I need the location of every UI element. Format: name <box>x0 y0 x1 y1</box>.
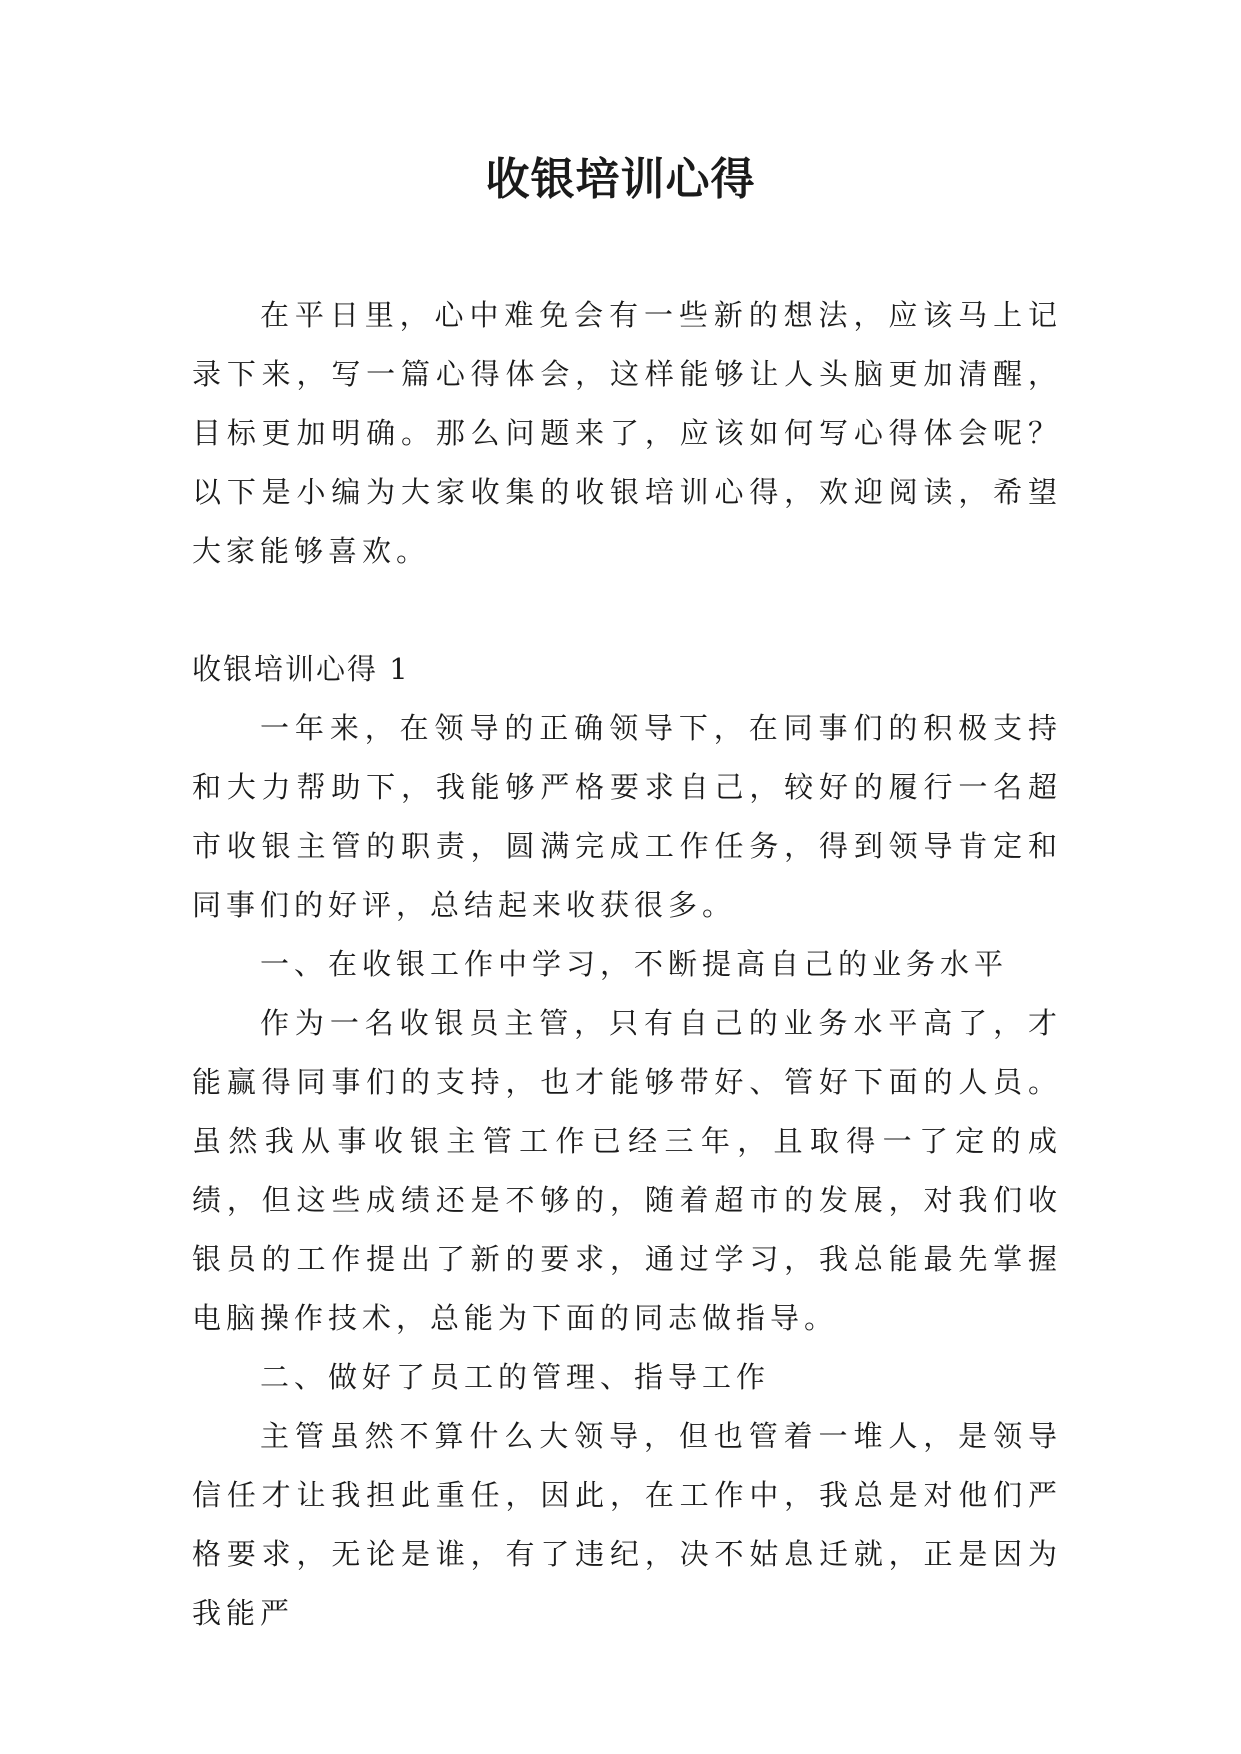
document-title: 收银培训心得 <box>485 154 756 205</box>
body-paragraph-3: 主管虽然不算什么大领导，但也管着一堆人，是领导信任才让我担此重任，因此，在工作中，我总是对他们严格要求，无论是谁，有了违纪，决不姑息迁就，正是因为我能严 <box>192 1419 1062 1630</box>
document-body <box>192 286 1062 1643</box>
subheading-1: 一、在收银工作中学习，不断提高自己的业务水平 <box>260 947 1009 981</box>
body-paragraph-1: 一年来，在领导的正确领导下，在同事们的积极支持和大力帮助下，我能够严格要求自己，较好的履行一名超市收银主管的职责，圆满完成工作任务，得到领导肯定和同事们的好评，总结起来收获很多。 <box>192 711 1062 922</box>
intro-paragraph: 在平日里，心中难免会有一些新的想法，应该马上记录下来，写一篇心得体会，这样能够让人头脑更加清醒，目标更加明确。那么问题来了，应该如何写心得体会呢？以下是小编为大家收集的收银培训心得，欢迎阅读，希望大家能够喜欢。 <box>192 298 1062 568</box>
subheading-2: 二、做好了员工的管理、指导工作 <box>260 1360 771 1394</box>
section-title: 收银培训心得 1 <box>192 652 410 686</box>
body-paragraph-2: 作为一名收银员主管，只有自己的业务水平高了，才能赢得同事们的支持，也才能够带好、管好下面的人员。虽然我从事收银主管工作已经三年，且取得一了定的成绩，但这些成绩还是不够的，随着超市的发展，对我们收银员的工作提出了新的要求，通过学习，我总能最先掌握电脑操作技术，总能为下面的同志做指导。 <box>192 1006 1062 1335</box>
